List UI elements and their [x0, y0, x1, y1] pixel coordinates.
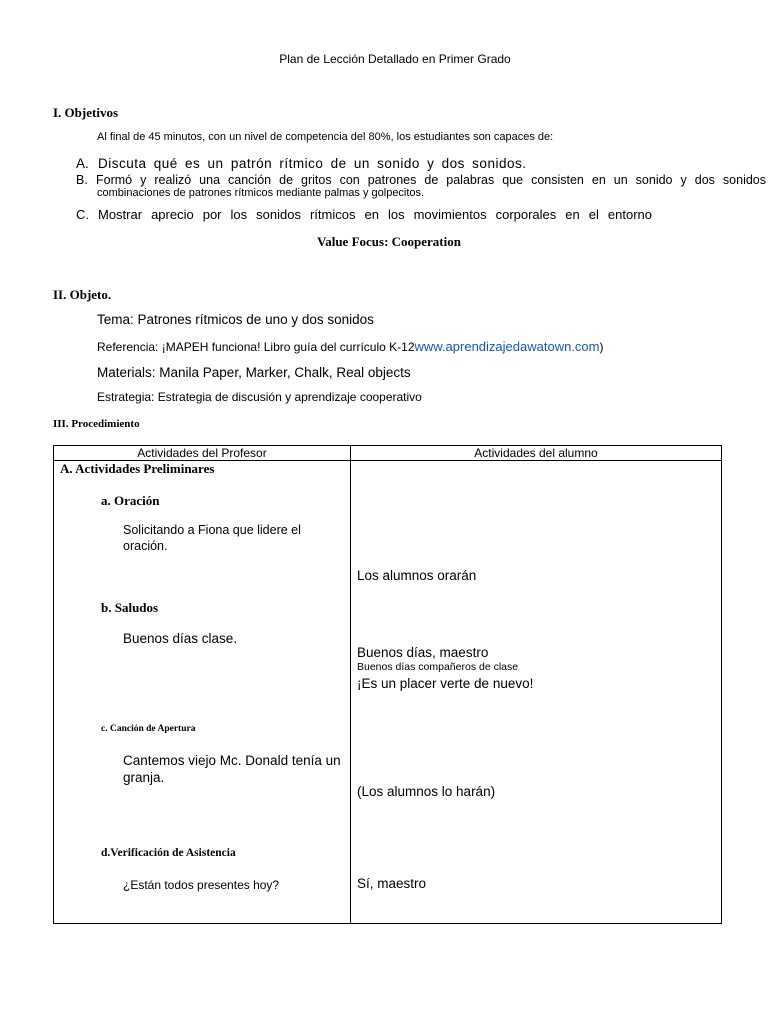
oracion-label: a. Oración	[101, 493, 160, 508]
oracion-teacher-line1: Solicitando a Fiona que lidere el	[123, 523, 301, 537]
teacher-column-header: Actividades del Profesor	[54, 446, 351, 461]
objective-a-letter: A.	[76, 156, 89, 171]
value-focus: Value Focus: Cooperation	[317, 234, 461, 249]
subject-materials: Materials: Manila Paper, Marker, Chalk, Real objects	[97, 365, 411, 380]
teacher-activities-cell	[54, 461, 351, 924]
asistencia-label: d.Verificación de Asistencia	[101, 847, 236, 859]
asistencia-student: Sí, maestro	[357, 876, 427, 891]
saludos-student-line1: Buenos días, maestro	[357, 645, 489, 660]
referencia-suffix: )	[599, 340, 604, 354]
referencia-text: Referencia: ¡MAPEH funciona! Libro guía del currículo K-12	[97, 340, 415, 354]
cancion-student: (Los alumnos lo harán)	[357, 784, 496, 799]
saludos-teacher: Buenos días clase.	[123, 631, 238, 646]
saludos-student-line3: ¡Es un placer verte de nuevo!	[357, 676, 534, 691]
cancion-label: c. Canción de Apertura	[101, 724, 196, 734]
procedure-table	[53, 445, 722, 924]
subject-heading: II. Objeto.	[53, 287, 112, 302]
oracion-student: Los alumnos orarán	[357, 568, 477, 583]
cancion-teacher-line2: granja.	[123, 770, 165, 785]
procedure-heading: III. Procedimiento	[53, 418, 140, 430]
objective-b-text: Formó y realizó una canción de gritos con patrones de palabras que consisten en un sonido y dos sonidos	[96, 173, 766, 187]
subject-referencia	[97, 339, 603, 354]
saludos-label: b. Saludos	[101, 600, 159, 615]
page-title: Plan de Lección Detallado en Primer Grado	[279, 52, 511, 66]
objective-c	[76, 207, 652, 222]
objective-c-text: Mostrar aprecio por los sonidos rítmicos en los movimientos corporales en el entorno	[98, 207, 652, 222]
objectives-intro: Al final de 45 minutos, con un nivel de competencia del 80%, los estudiantes son capaces de:	[97, 131, 554, 143]
objective-a-text: Discuta qué es un patrón rítmico de un sonido y dos sonidos.	[98, 156, 527, 171]
referencia-link[interactable]: www.aprendizajedawatown.com	[414, 339, 600, 354]
student-column-header: Actividades del alumno	[351, 446, 722, 461]
objective-b-letter: B.	[76, 173, 88, 187]
saludos-student-line2: Buenos días compañeros de clase	[357, 661, 519, 673]
objective-b	[76, 173, 766, 199]
objectives-heading: I. Objetivos	[53, 105, 118, 120]
subject-estrategia: Estrategia: Estrategia de discusión y aprendizaje cooperativo	[97, 390, 422, 404]
objective-a	[76, 156, 766, 171]
subject-tema: Tema: Patrones rítmicos de uno y dos sonidos	[97, 312, 374, 327]
objective-c-letter: C.	[76, 207, 89, 222]
section-a-heading: A. Actividades Preliminares	[60, 461, 215, 476]
asistencia-teacher: ¿Están todos presentes hoy?	[123, 878, 280, 892]
oracion-teacher-line2: oración.	[123, 539, 168, 553]
student-activities-cell	[351, 461, 722, 924]
objective-b-continuation: combinaciones de patrones rítmicos mediante palmas y golpecitos.	[97, 187, 425, 199]
cancion-teacher-line1: Cantemos viejo Mc. Donald tenía un	[123, 753, 341, 768]
